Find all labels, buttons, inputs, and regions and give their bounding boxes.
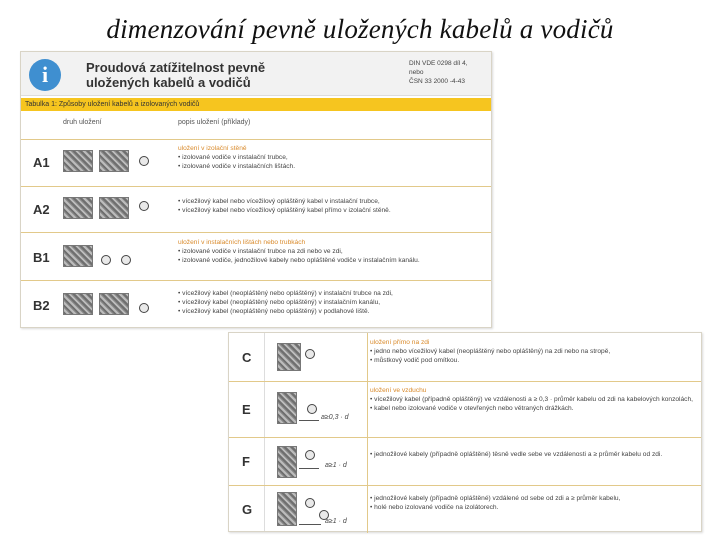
row-subtitle: uložení přímo na zdi: [370, 339, 430, 346]
bullet-item: • kabel nebo izolované vodiče v otevřených nebo větraných drážkách.: [370, 405, 574, 412]
row-description: [370, 494, 698, 512]
row-description: [178, 144, 488, 171]
cable-cross-section-icon: [305, 498, 315, 508]
row-code: F: [242, 454, 250, 469]
table1-header: [21, 52, 491, 96]
wall-sample-image: [63, 245, 93, 267]
wall-sample-image: [277, 446, 297, 478]
norm-line-2: nebo: [409, 69, 424, 76]
wall-sample-image: [99, 293, 129, 315]
cable-cross-section-icon: [305, 349, 315, 359]
bullet-item: • vícežilový kabel nebo vícežilový opláštěný kabel přímo v izolační stěně.: [178, 207, 391, 214]
wall-sample-image: [63, 150, 93, 172]
bullet-item: • izolované vodiče v instalační trubce,: [178, 154, 288, 161]
cable-cross-section-icon: [139, 156, 149, 166]
cable-cross-section-icon: [307, 404, 317, 414]
cable-cross-section-icon: [121, 255, 131, 265]
wall-sample-image: [63, 197, 93, 219]
bullet-item: • izolované vodiče v instalačních lištách.: [178, 163, 296, 170]
row-code: G: [242, 502, 253, 517]
bullet-item: • vícežilový kabel nebo vícežilový opláštěný kabel v instalační trubce,: [178, 198, 380, 205]
slide-title: dimenzování pevně uložených kabelů a vodičů: [106, 14, 614, 44]
table-row: [229, 437, 701, 485]
row-description: [370, 386, 698, 413]
bullet-item: • vícežilový kabel (případně opláštěný) ve vzdálenosti a ≥ 0,3 · průměr kabelu od zdi na kabelových konzolách,: [370, 396, 693, 403]
cable-cross-section-icon: [139, 303, 149, 313]
cable-cross-section-icon: [139, 201, 149, 211]
table1-title: Proudová zatížitelnost pevně uložených kabelů a vodičů: [86, 60, 266, 90]
bullet-item: • izolované vodiče, jednožilové kabely nebo opláštěné vodiče v instalačním kanálu.: [178, 257, 420, 264]
bullet-item: • jedno nebo vícežilový kabel (neopláštěný nebo opláštěný) na zdi nebo na stropě,: [370, 348, 611, 355]
table-row: [229, 485, 701, 533]
row-description: [370, 338, 698, 365]
distance-marker: [299, 524, 321, 525]
row-code: E: [242, 402, 251, 417]
column-header-type: druh uložení: [63, 119, 102, 126]
table-row: [21, 186, 491, 232]
row-description: [178, 197, 488, 215]
info-icon: i: [29, 59, 61, 91]
row-subtitle: uložení ve vzduchu: [370, 387, 427, 394]
bullet-item: • jednožilové kabely (případně opláštěné) těsně vedle sebe ve vzdálenosti a ≥ průměr kabelu od zdi.: [370, 451, 663, 458]
row-code: A2: [33, 202, 50, 217]
wall-sample-image: [63, 293, 93, 315]
wall-sample-image: [99, 197, 129, 219]
row-description: [178, 238, 488, 265]
bullet-item: • jednožilové kabely (případně opláštěné) vzdálené od sebe od zdi a ≥ průměr kabelu,: [370, 495, 621, 502]
table1-caption: Tabulka 1: Způsoby uložení kabelů a izolovaných vodičů: [21, 98, 491, 111]
scan-table-1: [20, 51, 492, 328]
distance-label: a≥1 · d: [325, 462, 347, 469]
row-code: B1: [33, 250, 50, 265]
norm-line-1: DIN VDE 0298 díl 4,: [409, 60, 468, 67]
row-subtitle: uložení v instalačních lištách nebo trubkách: [178, 239, 306, 246]
table-row: [21, 232, 491, 280]
bullet-item: • vícežilový kabel (neopláštěný nebo opláštěný) v instalační trubce na zdi,: [178, 290, 393, 297]
row-subtitle: uložení v izolační stěně: [178, 145, 247, 152]
bullet-item: • vícežilový kabel (neopláštěný nebo opláštěný) v podlahové liště.: [178, 308, 370, 315]
bullet-item: • vícežilový kabel (neopláštěný nebo opláštěný) v instalačním kanálu,: [178, 299, 381, 306]
wall-sample-image: [99, 150, 129, 172]
norm-line-3: ČSN 33 2000 -4-43: [409, 78, 466, 85]
wall-sample-image: [277, 343, 301, 371]
bullet-item: • můstkový vodič pod omítkou.: [370, 357, 460, 364]
table-row: [21, 139, 491, 186]
wall-sample-image: [277, 492, 297, 526]
row-description: [178, 289, 488, 316]
table-row: [229, 333, 701, 381]
scan-table-2: [228, 332, 702, 532]
table-row: [229, 381, 701, 437]
cable-cross-section-icon: [305, 450, 315, 460]
table-row: [21, 280, 491, 329]
distance-marker: [299, 420, 319, 421]
cable-cross-section-icon: [101, 255, 111, 265]
wall-sample-image: [277, 392, 297, 424]
norm-reference: [409, 59, 491, 86]
column-header-description: popis uložení (příklady): [178, 119, 251, 126]
distance-label: a≥0,3 · d: [321, 414, 349, 421]
row-description: [370, 450, 698, 459]
bullet-item: • izolované vodiče v instalační trubce na zdi nebo ve zdi,: [178, 248, 343, 255]
bullet-item: • holé nebo izolované vodiče na izolátorech.: [370, 504, 499, 511]
row-code: A1: [33, 155, 50, 170]
distance-marker: [299, 468, 319, 469]
row-code: C: [242, 350, 252, 365]
distance-label: a≥1 · d: [325, 518, 347, 525]
row-code: B2: [33, 298, 50, 313]
